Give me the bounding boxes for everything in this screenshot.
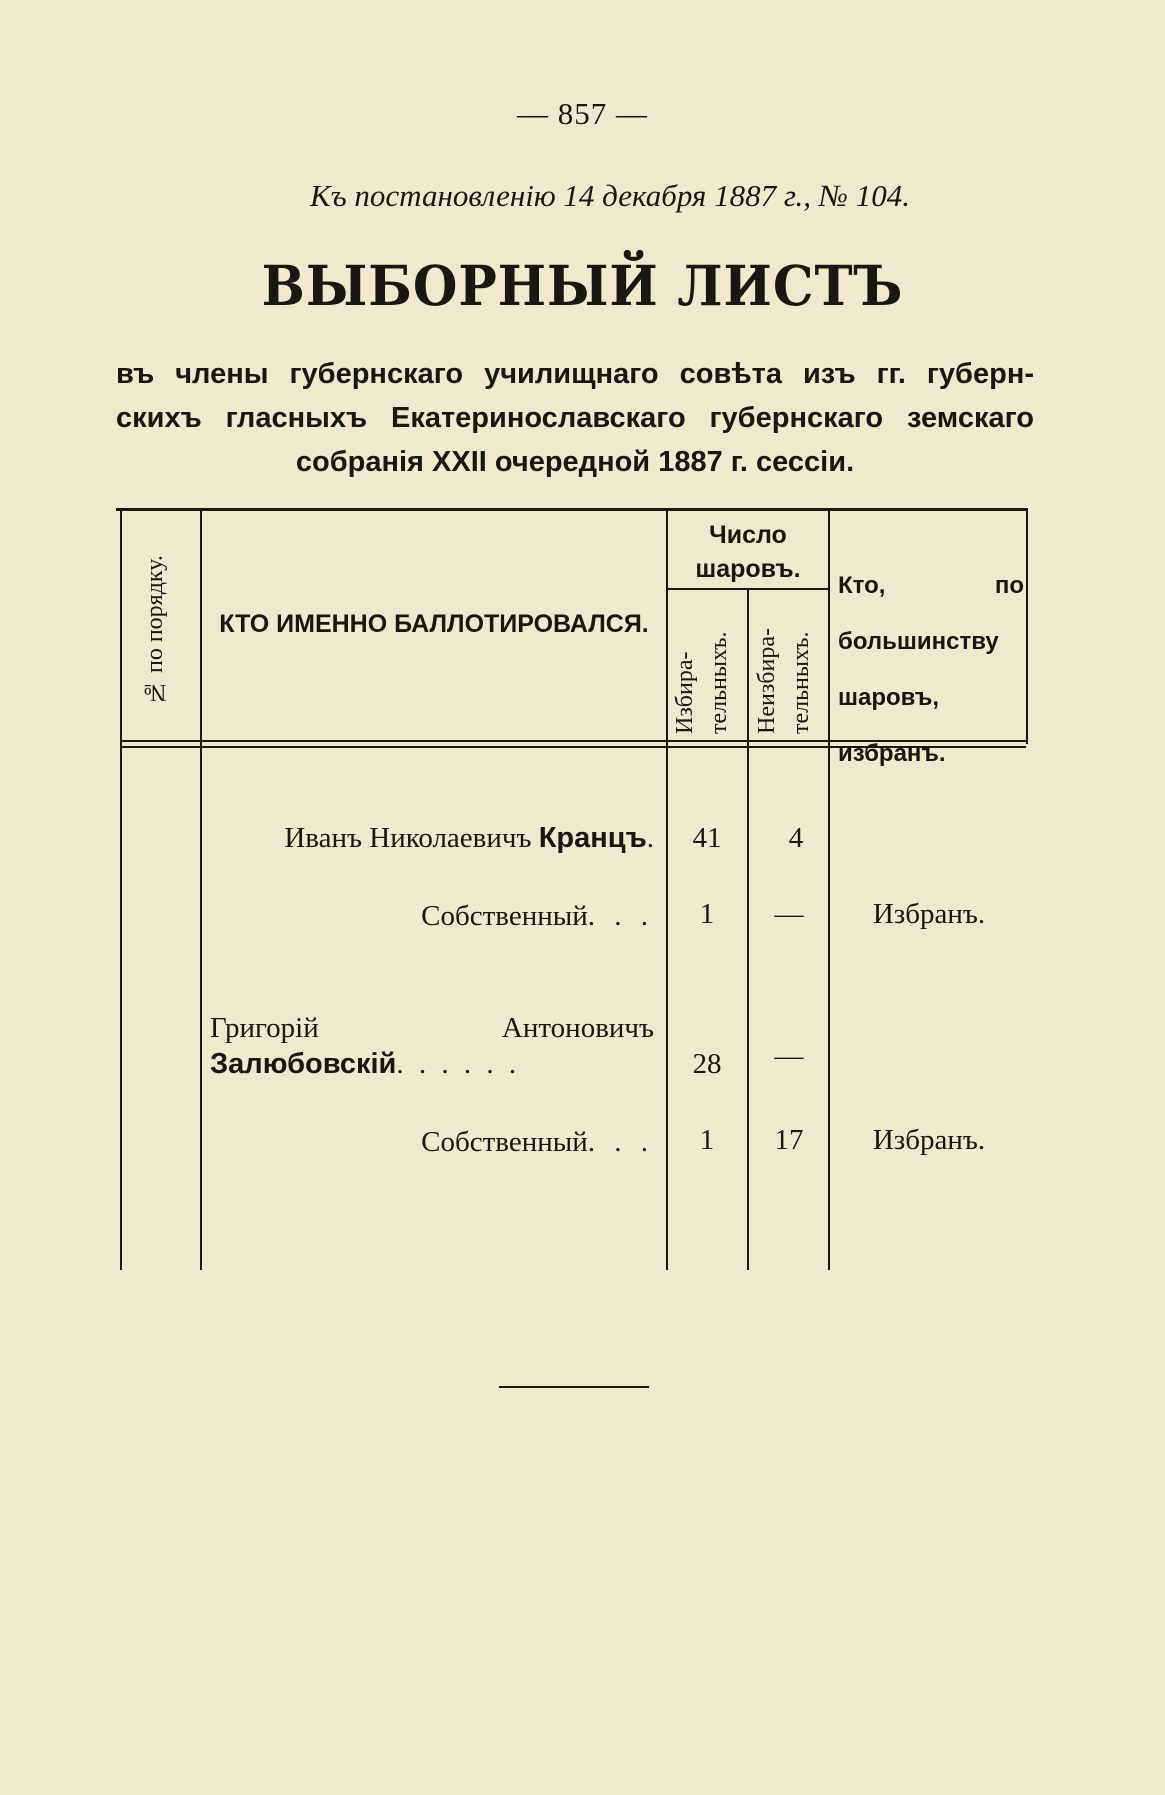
candidate-name: Григорій Антоновичъ Залюбовскій. . . . . . (210, 1012, 654, 1080)
closing-rule (499, 1386, 649, 1388)
elective-balls-value: 1 (699, 1124, 715, 1156)
elective-balls-value: 1 (699, 898, 715, 930)
column-divider (747, 588, 749, 1270)
own-ball-row-label: Собственный. . . (421, 900, 654, 932)
candidate-name: Иванъ Николаевичъ Кранцъ. (284, 822, 654, 854)
non-elective-balls-value: 4 (788, 822, 804, 854)
table-border-right (1026, 508, 1028, 744)
subtitle-line: собранія XXII очередной 1887 г. сессіи. (295, 446, 855, 478)
resolution-reference: Къ постановленію 14 декабря 1887 г., № 104. (310, 178, 910, 213)
elective-balls-value: 41 (692, 822, 722, 854)
header-elective-balls: Избира- тельныхъ. (672, 631, 732, 734)
non-elective-balls-value: — (774, 898, 804, 930)
page-number: — 857 — (517, 96, 648, 131)
non-elective-balls-value: 17 (774, 1124, 804, 1156)
column-divider (200, 508, 202, 1270)
header-who-balloted: КТО ИМЕННО БАЛЛОТИРОВАЛСЯ. (219, 610, 649, 638)
document-subtitle (116, 352, 1034, 484)
column-divider (828, 508, 830, 1270)
subtitle-line: въ члены губернскаго училищнаго совѣта изъ гг. губерн- (116, 358, 1034, 390)
table-border-left (120, 508, 122, 1270)
own-ball-row-label: Собственный. . . (421, 1126, 654, 1158)
elective-balls-value: 28 (692, 1048, 722, 1080)
header-elected-by-majority: Кто, по большинству шаровъ, избранъ. (838, 572, 1024, 767)
document-title: ВЫБОРНЫЙ ЛИСТЪ (261, 253, 904, 318)
subtitle-line: скихъ гласныхъ Екатеринославскаго губернскаго земскаго (116, 402, 1034, 434)
header-order-number: № по порядку. (142, 555, 168, 706)
non-elective-balls-value: — (774, 1040, 804, 1072)
election-result: Избранъ. (872, 898, 986, 930)
table-top-rule (116, 508, 1028, 511)
election-result: Избранъ. (872, 1124, 986, 1156)
header-number-of-balls: Число шаровъ. (695, 521, 801, 583)
header-non-elective-balls: Неизбира- тельныхъ. (754, 627, 814, 734)
